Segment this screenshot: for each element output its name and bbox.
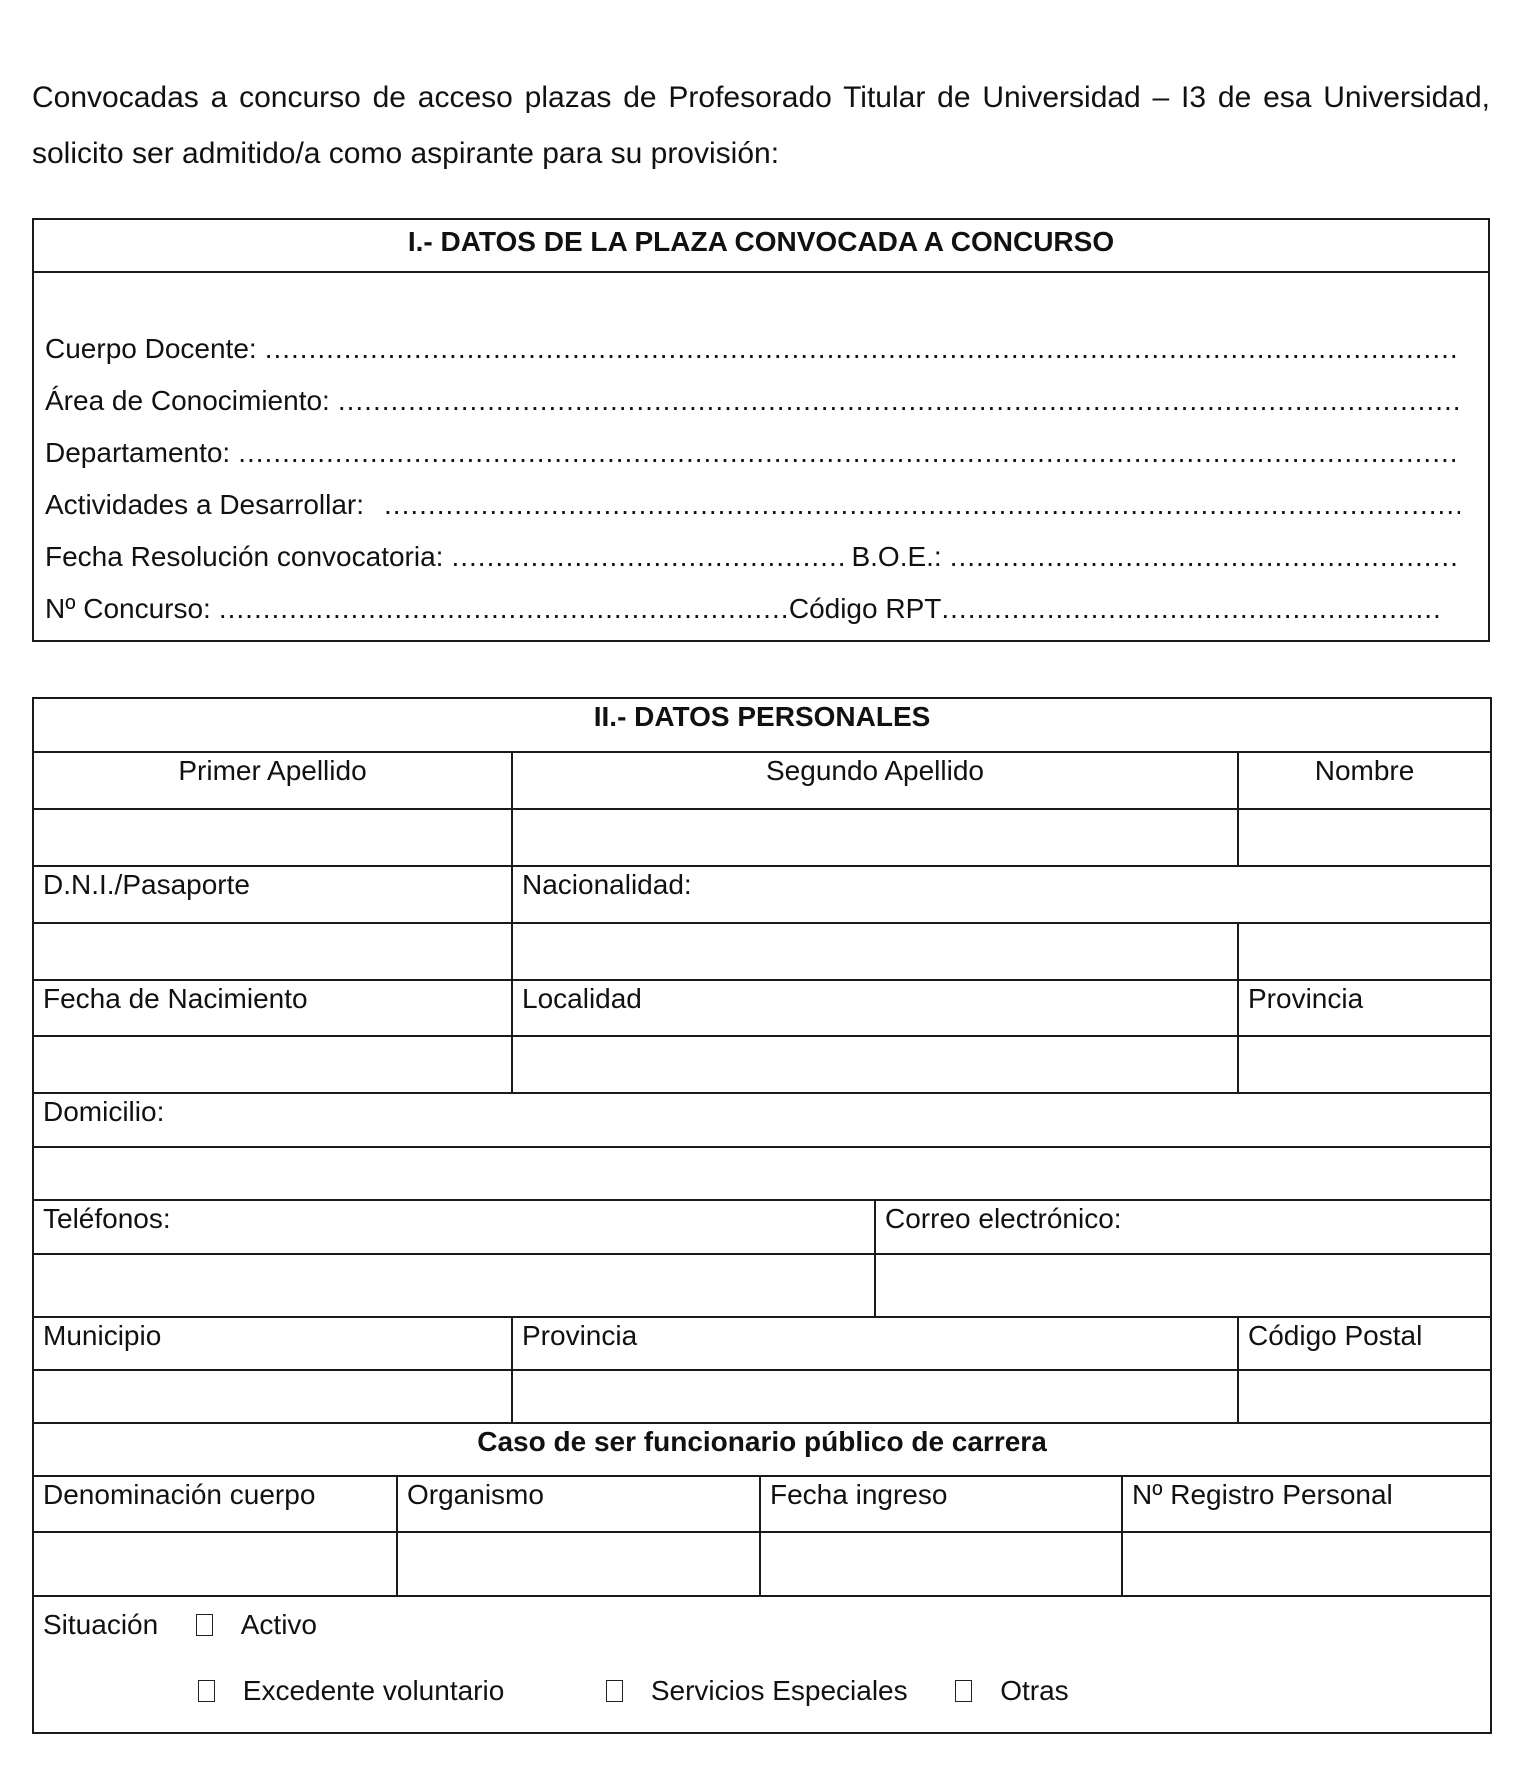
codigo-rpt-label: Código RPT: [788, 593, 942, 624]
actividades-line: [45, 479, 1460, 531]
cuerpo-docente-line: [45, 323, 1460, 375]
section-title-plaza: I.- DATOS DE LA PLAZA CONVOCADA A CONCURSO: [34, 220, 1488, 273]
section-plaza-convocada: [32, 218, 1490, 642]
intro-paragraph: Convocadas a concurso de acceso plazas de Profesorado Titular de Universidad – I3 de esa Universidad, solicito ser admitido/a como aspirante para su provisión:: [32, 81, 1490, 170]
provincia2-label: Provincia: [512, 1317, 1238, 1370]
fecha-ingreso-label: Fecha ingreso: [760, 1476, 1122, 1532]
nacionalidad-label: Nacionalidad:: [512, 866, 1491, 923]
organismo-label: Organismo: [397, 1476, 760, 1532]
situacion-cell: [33, 1596, 1491, 1733]
organismo-input[interactable]: [397, 1532, 760, 1596]
dni-label: D.N.I./Pasaporte: [33, 866, 512, 923]
provincia2-input[interactable]: [512, 1370, 1238, 1423]
localidad-input[interactable]: [512, 1036, 1238, 1093]
situacion-options-row: [198, 1673, 1069, 1709]
boe-label: B.O.E.:: [851, 541, 942, 572]
correo-label: Correo electrónico:: [875, 1200, 1491, 1254]
area-conocimiento-line: [45, 375, 1460, 427]
funcionario-table: [32, 1475, 1492, 1734]
boe-field[interactable]: [950, 531, 1460, 583]
nacionalidad-extra-input[interactable]: [1238, 923, 1491, 980]
n-concurso-field[interactable]: [219, 583, 789, 635]
fecha-resolucion-label: Fecha Resolución convocatoria:: [45, 541, 444, 572]
codigo-postal-label: Código Postal: [1238, 1317, 1491, 1370]
excedente-label: Excedente voluntario: [242, 1675, 505, 1706]
n-concurso-label: Nº Concurso:: [45, 593, 211, 624]
municipio-input[interactable]: [33, 1370, 512, 1423]
departamento-line: [45, 427, 1460, 479]
situacion-label: Situación: [43, 1609, 159, 1640]
denominacion-cuerpo-input[interactable]: [33, 1532, 397, 1596]
cuerpo-docente-label: Cuerpo Docente:: [45, 333, 257, 364]
concurso-rpt-line: [45, 583, 1460, 635]
domicilio-label: Domicilio:: [33, 1093, 1491, 1147]
area-conocimiento-field[interactable]: [338, 375, 1460, 427]
municipio-label: Municipio: [33, 1317, 512, 1370]
nacionalidad-input[interactable]: [512, 923, 1238, 980]
n-registro-label: Nº Registro Personal: [1122, 1476, 1491, 1532]
section-title-personales: II.- DATOS PERSONALES: [33, 698, 1491, 752]
segundo-apellido-input[interactable]: [512, 809, 1238, 866]
actividades-field[interactable]: [384, 479, 1460, 531]
situacion-row: [43, 1607, 317, 1643]
fecha-ingreso-input[interactable]: [760, 1532, 1122, 1596]
departamento-field[interactable]: [238, 427, 1460, 479]
otras-checkbox[interactable]: [955, 1680, 972, 1702]
departamento-label: Departamento:: [45, 437, 231, 468]
area-conocimiento-label: Área de Conocimiento:: [45, 385, 330, 416]
segundo-apellido-label: Segundo Apellido: [512, 752, 1238, 809]
correo-input[interactable]: [875, 1254, 1491, 1317]
codigo-rpt-field[interactable]: [941, 583, 1440, 635]
telefonos-input[interactable]: [33, 1254, 875, 1317]
nombre-label: Nombre: [1238, 752, 1491, 809]
fecha-resolucion-field[interactable]: [451, 531, 843, 583]
servicios-especiales-label: Servicios Especiales: [650, 1675, 908, 1706]
provincia-label: Provincia: [1238, 980, 1491, 1036]
excedente-checkbox[interactable]: [198, 1680, 215, 1702]
denominacion-cuerpo-label: Denominación cuerpo: [33, 1476, 397, 1532]
domicilio-input[interactable]: [33, 1147, 1491, 1200]
dni-input[interactable]: [33, 923, 512, 980]
otras-label: Otras: [1000, 1675, 1069, 1706]
fecha-boe-line: [45, 531, 1460, 583]
section-datos-personales: [32, 697, 1492, 1477]
servicios-especiales-checkbox[interactable]: [606, 1680, 623, 1702]
fecha-nacimiento-input[interactable]: [33, 1036, 512, 1093]
activo-label: Activo: [240, 1609, 317, 1640]
actividades-label: Actividades a Desarrollar:: [45, 489, 365, 520]
primer-apellido-label: Primer Apellido: [33, 752, 512, 809]
telefonos-label: Teléfonos:: [33, 1200, 875, 1254]
funcionario-title: Caso de ser funcionario público de carrera: [33, 1423, 1491, 1476]
nombre-input[interactable]: [1238, 809, 1491, 866]
provincia-input[interactable]: [1238, 1036, 1491, 1093]
primer-apellido-input[interactable]: [33, 809, 512, 866]
codigo-postal-input[interactable]: [1238, 1370, 1491, 1423]
localidad-label: Localidad: [512, 980, 1238, 1036]
activo-checkbox[interactable]: [196, 1614, 213, 1636]
cuerpo-docente-field[interactable]: [265, 323, 1460, 375]
fecha-nacimiento-label: Fecha de Nacimiento: [33, 980, 512, 1036]
n-registro-input[interactable]: [1122, 1532, 1491, 1596]
